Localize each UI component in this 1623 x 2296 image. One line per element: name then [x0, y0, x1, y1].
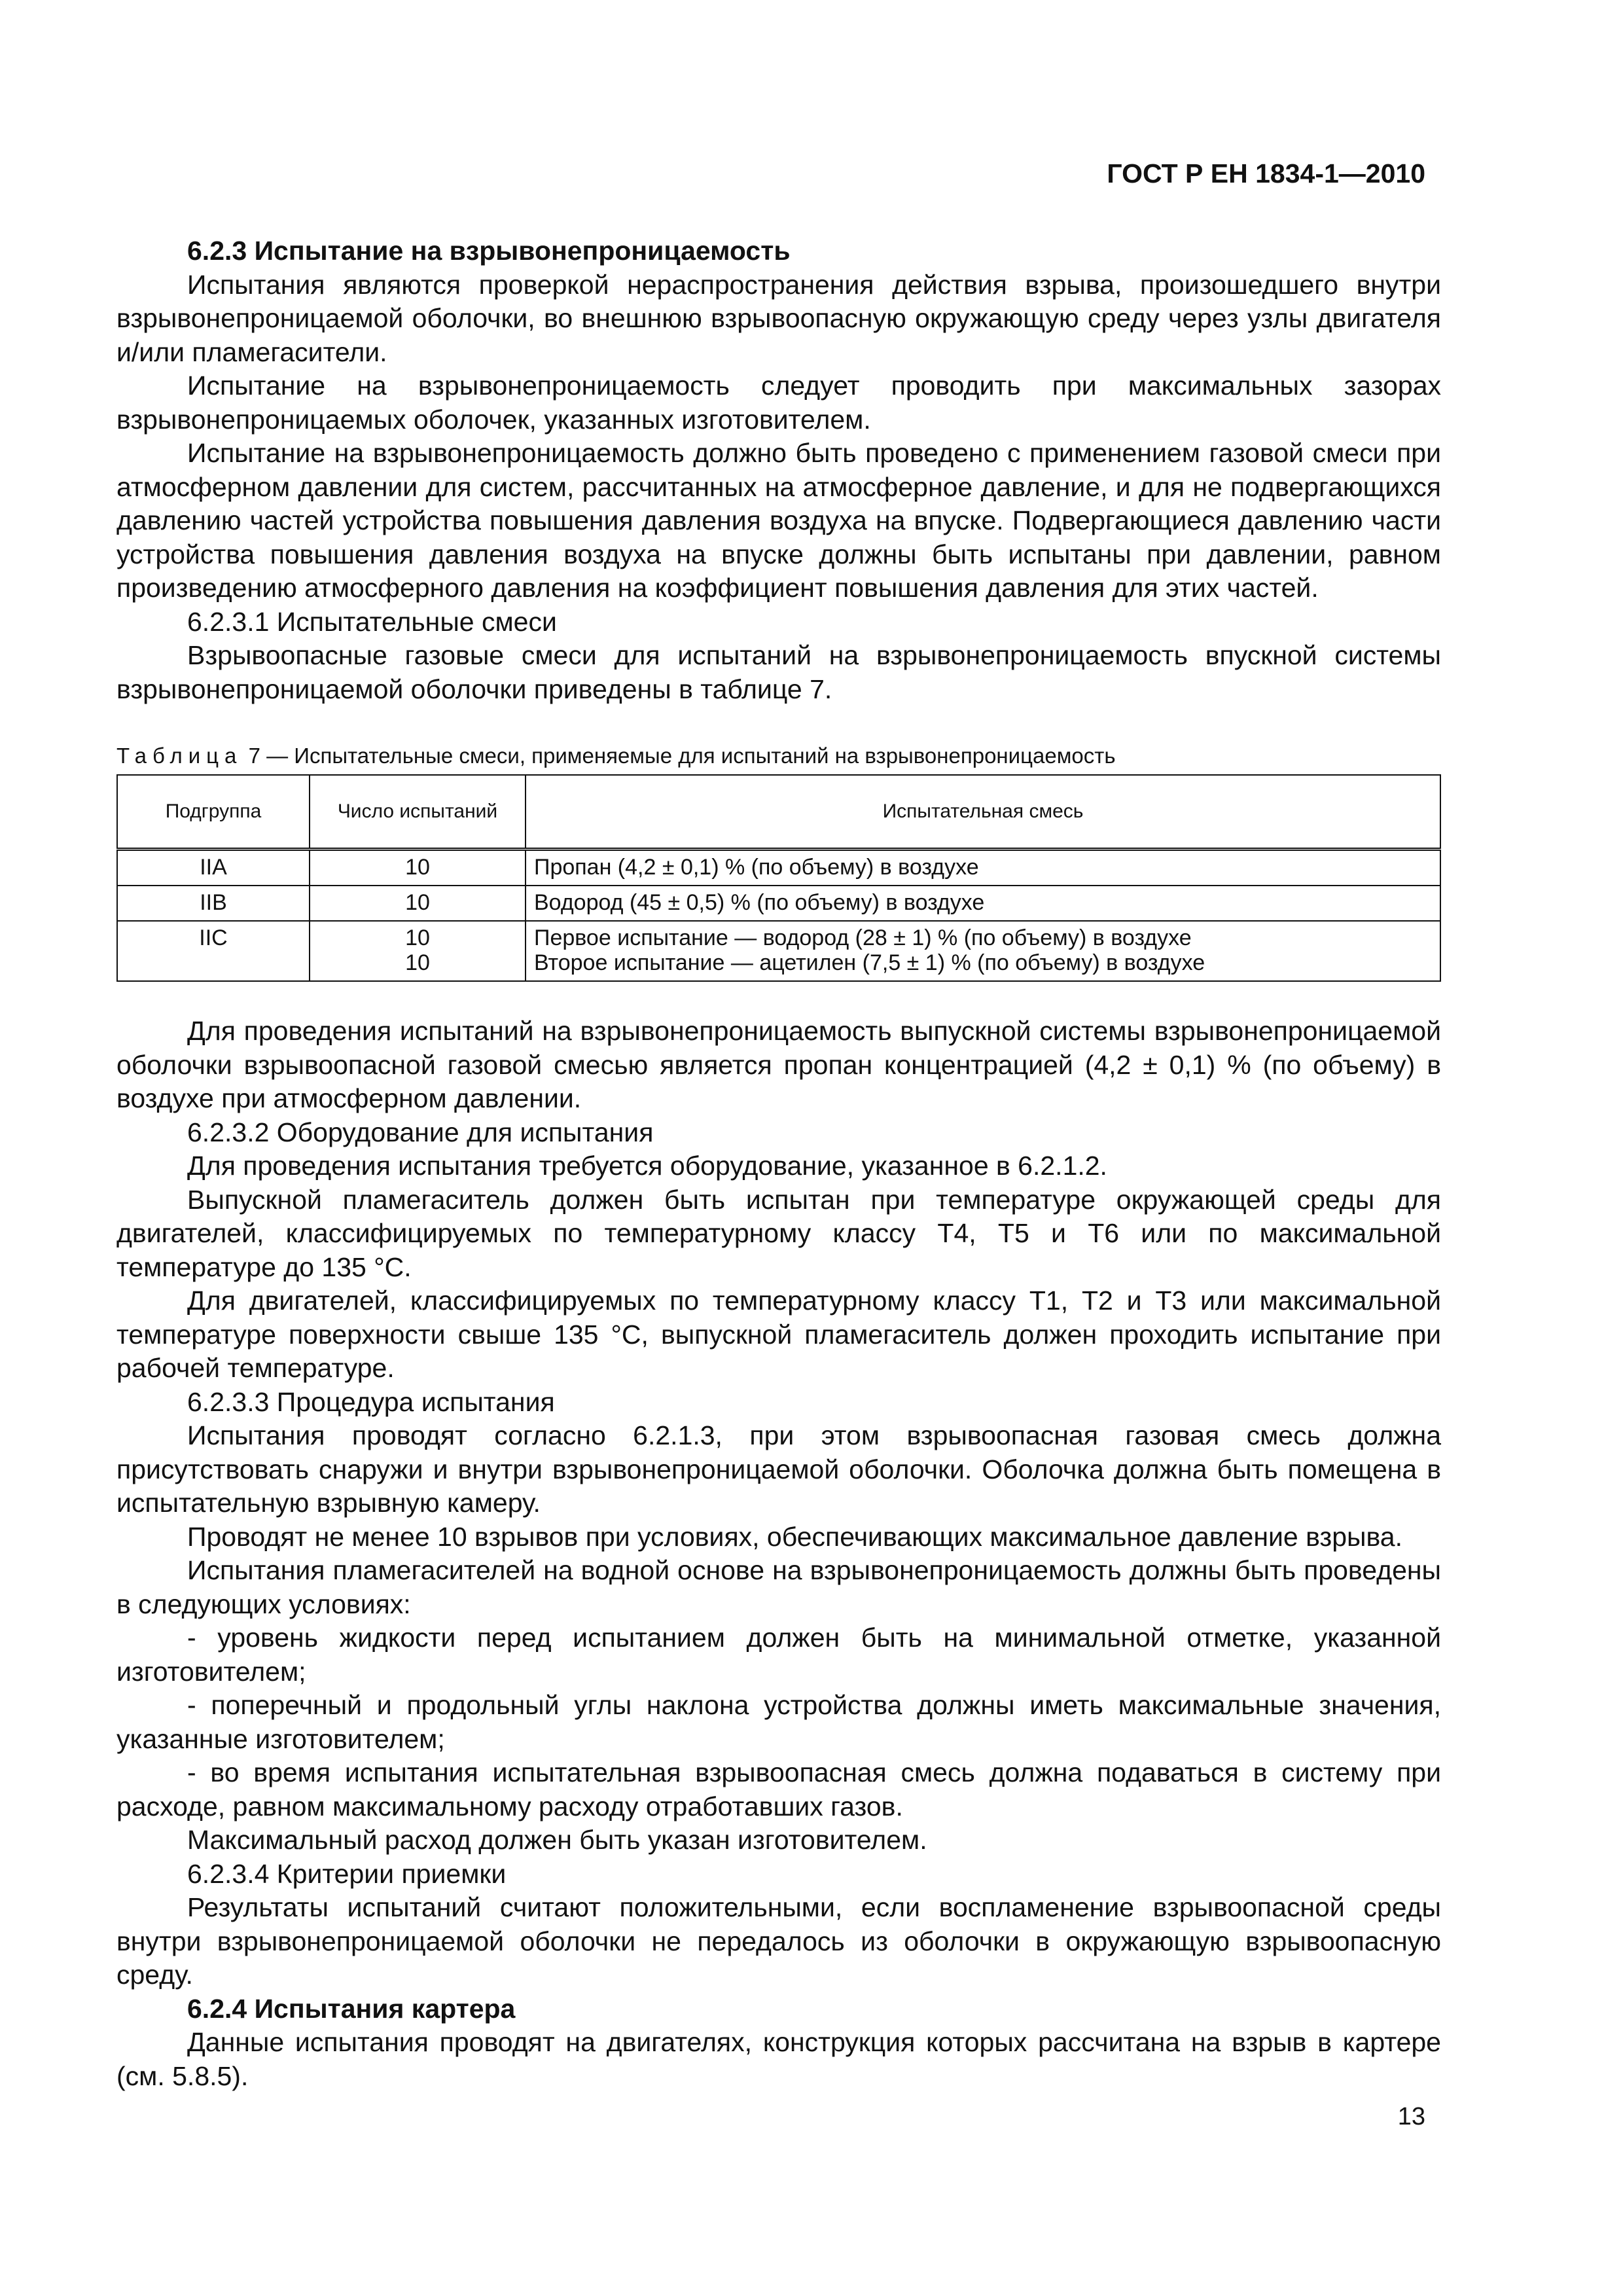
cell-count-line: 10 [405, 950, 430, 975]
table-row [117, 850, 1440, 886]
paragraph: Испытания являются проверкой нераспространения действия взрыва, произошедшего внутри взрывонепроницаемой оболочки, во внешнюю взрывоопасную окружающую среду через узлы двигателя и/или пламегасители. [116, 269, 1441, 367]
cell-mixture: Водород (45 ± 0,5) % (по объему) в воздухе [526, 886, 1440, 921]
page-content [116, 234, 1441, 2093]
paragraph: Испытание на взрывонепроницаемость должно быть проведено с применением газовой смеси при атмосферном давлении для систем, рассчитанных на атмосферное давление, и для не подвергающихся давлению частей устройства повышения давления воздуха на впуске. Подвергающиеся давлению части устройства повышения давления воздуха на впуске должны быть испытаны при давлении, равном произведению атмосферного давления на коэффициент повышения давления для этих частей. [116, 438, 1441, 603]
cell-count: 10 [310, 850, 526, 886]
table-row [117, 886, 1440, 921]
table-caption-word: Таблица [116, 744, 243, 768]
page-number: 13 [1397, 2103, 1425, 2130]
paragraph: Испытания проводят согласно 6.2.1.3, при этом взрывоопасная газовая смесь должна присутствовать снаружи и внутри взрывонепроницаемой оболочки. Оболочка должна быть помещена в испытательную взрывную камеру. [116, 1420, 1441, 1518]
table-7 [116, 774, 1441, 982]
document-code-header: ГОСТ Р ЕН 1834-1—2010 [1107, 158, 1425, 188]
cell-mixture: Пропан (4,2 ± 0,1) % (по объему) в воздухе [526, 850, 1440, 886]
header-test-mixture: Испытательная смесь [526, 775, 1440, 850]
paragraph: Взрывоопасные газовые смеси для испытаний на взрывонепроницаемость впускной системы взрывонепроницаемой оболочки приведены в таблице 7. [116, 640, 1441, 704]
paragraph: Для проведения испытания требуется оборудование, указанное в 6.2.1.2. [187, 1151, 1107, 1181]
paragraph: Результаты испытаний считают положительными, если воспламенение взрывоопасной среды внутри взрывонепроницаемой оболочки не передалось из оболочки в окружающую взрывоопасную среду. [116, 1892, 1441, 1990]
table-header-row [117, 775, 1440, 850]
cell-count-line: 10 [405, 925, 430, 950]
cell-subgroup: IIB [117, 886, 310, 921]
subsection-heading-6-2-3-3: 6.2.3.3 Процедура испытания [187, 1386, 555, 1417]
subsection-heading-6-2-3-4: 6.2.3.4 Критерии приемки [187, 1858, 507, 1889]
header-test-count: Число испытаний [310, 775, 526, 850]
subsection-heading-6-2-3-2: 6.2.3.2 Оборудование для испытания [187, 1117, 654, 1147]
subsection-heading-6-2-3-1: 6.2.3.1 Испытательные смеси [187, 606, 557, 637]
table-caption [116, 743, 1441, 769]
cell-subgroup: IIC [117, 921, 310, 981]
cell-mixture [526, 921, 1440, 981]
cell-count: 10 [310, 886, 526, 921]
paragraph: Испытания пламегасителей на водной основе на взрывонепроницаемость должны быть проведены в следующих условиях: [116, 1555, 1441, 1619]
table-row [117, 921, 1440, 981]
paragraph: Для проведения испытаний на взрывонепроницаемость выпускной системы взрывонепроницаемой оболочки взрывоопасной газовой смесью является пропан концентрацией (4,2 ± 0,1) % (по объему) в воздухе при атмосферном давлении. [116, 1016, 1441, 1113]
section-heading-6-2-3: 6.2.3 Испытание на взрывонепроницаемость [187, 236, 791, 266]
paragraph: Испытание на взрывонепроницаемость следует проводить при максимальных зазорах взрывонепроницаемых оболочек, указанных изготовителем. [116, 370, 1441, 435]
list-item: - во время испытания испытательная взрывоопасная смесь должна подаваться в систему при расходе, равном максимальному расходу отработавших газов. [116, 1757, 1441, 1821]
section-heading-6-2-4: 6.2.4 Испытания картера [187, 1993, 516, 2024]
cell-subgroup: IIA [117, 850, 310, 886]
paragraph: Выпускной пламегаситель должен быть испытан при температуре окружающей среды для двигателей, классифицируемых по температурному классу Т4, Т5 и Т6 или по максимальной температуре до 135 °С. [116, 1184, 1441, 1282]
cell-mixture-line: Первое испытание — водород (28 ± 1) % (по объему) в воздухе [534, 925, 1192, 950]
paragraph: Данные испытания проводят на двигателях, конструкция которых рассчитана на взрыв в картере (см. 5.8.5). [116, 2027, 1441, 2091]
paragraph: Для двигателей, классифицируемых по температурному классу Т1, Т2 и Т3 или максимальной температуре поверхности свыше 135 °С, выпускной пламегаситель должен проходить испытание при рабочей температуре. [116, 1285, 1441, 1383]
list-item: - поперечный и продольный углы наклона устройства должны иметь максимальные значения, указанные изготовителем; [116, 1690, 1441, 1754]
cell-mixture-line: Второе испытание — ацетилен (7,5 ± 1) % (по объему) в воздухе [534, 950, 1205, 975]
table-caption-title: 7 — Испытательные смеси, применяемые для испытаний на взрывонепроницаемость [248, 744, 1116, 768]
header-subgroup: Подгруппа [117, 775, 310, 850]
paragraph: Проводят не менее 10 взрывов при условиях, обеспечивающих максимальное давление взрыва. [187, 1521, 1402, 1552]
paragraph: Максимальный расход должен быть указан изготовителем. [187, 1825, 927, 1855]
cell-count [310, 921, 526, 981]
list-item: - уровень жидкости перед испытанием должен быть на минимальной отметке, указанной изготовителем; [116, 1623, 1441, 1687]
